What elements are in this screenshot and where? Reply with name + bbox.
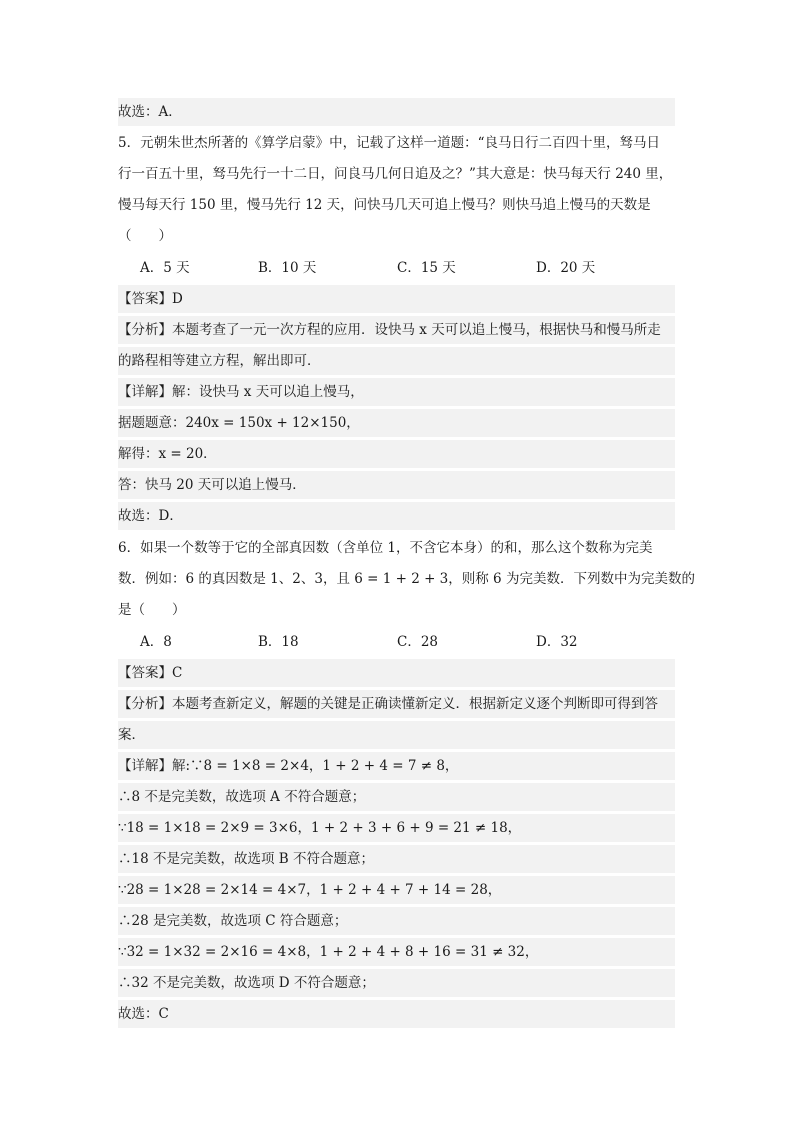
q6-stem-line-1: 6．如果一个数等于它的全部真因数（含单位 1，不含它本身）的和，那么这个数称为完美: [118, 540, 653, 556]
q5-detail-line-1: 【详解】解：设快马 x 天可以追上慢马，: [118, 378, 675, 406]
q5-stem-line-2: 行一百五十里，驽马先行一十二日，问良马几何日追及之？”其大意是：快马每天行 240 里，: [118, 166, 673, 182]
q5-detail-line-2: 据题题意：240x = 150x + 12×150，: [118, 409, 675, 437]
q5-analysis-line-1: 【分析】本题考查了一元一次方程的应用．设快马 x 天可以追上慢马，根据快马和慢马所走: [118, 316, 675, 344]
q6-analysis-line-1: 【分析】本题考查新定义，解题的关键是正确读懂新定义．根据新定义逐个判断即可得到答: [118, 690, 675, 718]
q5-stem-bracket: （ ）: [118, 228, 172, 244]
q5-options: [118, 254, 675, 282]
q5-detail-line-5: 故选：D．: [118, 502, 675, 530]
q5-answer: 【答案】D: [118, 285, 675, 313]
q5-analysis-line-2: 的路程相等建立方程，解出即可．: [118, 347, 675, 375]
q6-option-c: C．28: [397, 634, 439, 650]
q5-detail-line-4: 答：快马 20 天可以追上慢马．: [118, 471, 675, 499]
q6-detail-line-2: ∴8 不是完美数，故选项 A 不符合题意；: [118, 783, 675, 811]
q6-detail-line-3: ∵18 = 1×18 = 2×9 = 3×6，1 + 2 + 3 + 6 + 9 = 21 ≠ 18，: [118, 814, 675, 842]
q6-detail-line-1: 【详解】解:∵8 = 1×8 = 2×4，1 + 2 + 4 = 7 ≠ 8，: [118, 752, 675, 780]
q6-detail-line-7: ∵32 = 1×32 = 2×16 = 4×8，1 + 2 + 4 + 8 + 16 = 31 ≠ 32，: [118, 938, 675, 966]
q4-conclusion: 故选：A．: [118, 98, 675, 126]
q5-stem-line-3: 慢马每天行 150 里，慢马先行 12 天，问快马几天可追上慢马？则快马追上慢马的天数是: [118, 197, 651, 213]
q5-detail-line-3: 解得：x = 20．: [118, 440, 675, 468]
q6-detail-line-5: ∵28 = 1×28 = 2×14 = 4×7，1 + 2 + 4 + 7 + 14 = 28，: [118, 876, 675, 904]
q6-stem-line-3: 是（ ）: [118, 602, 186, 618]
q5-option-d: D．20 天: [536, 260, 596, 276]
q5-option-a: A．5 天: [140, 260, 190, 276]
q5-stem-line-1: 5．元朝朱世杰所著的《算学启蒙》中，记载了这样一道题：“良马日行二百四十里，驽马日: [118, 135, 660, 151]
q5-option-b: B．10 天: [258, 260, 317, 276]
q6-stem-line-2: 数．例如：6 的真因数是 1、2、3，且 6 = 1 + 2 + 3，则称 6 为完美数．下列数中为完美数的: [118, 571, 695, 587]
q6-answer: 【答案】C: [118, 659, 675, 687]
q6-analysis-line-2: 案．: [118, 721, 675, 749]
q6-detail-line-9: 故选：C: [118, 1000, 675, 1028]
q6-option-a: A．8: [140, 634, 172, 650]
q6-detail-line-8: ∴32 不是完美数，故选项 D 不符合题意；: [118, 969, 675, 997]
q6-detail-line-6: ∴28 是完美数，故选项 C 符合题意；: [118, 907, 675, 935]
q6-option-b: B．18: [258, 634, 299, 650]
q5-option-c: C．15 天: [397, 260, 456, 276]
q6-option-d: D．32: [536, 634, 578, 650]
q6-detail-line-4: ∴18 不是完美数，故选项 B 不符合题意；: [118, 845, 675, 873]
q6-options: [118, 628, 675, 656]
